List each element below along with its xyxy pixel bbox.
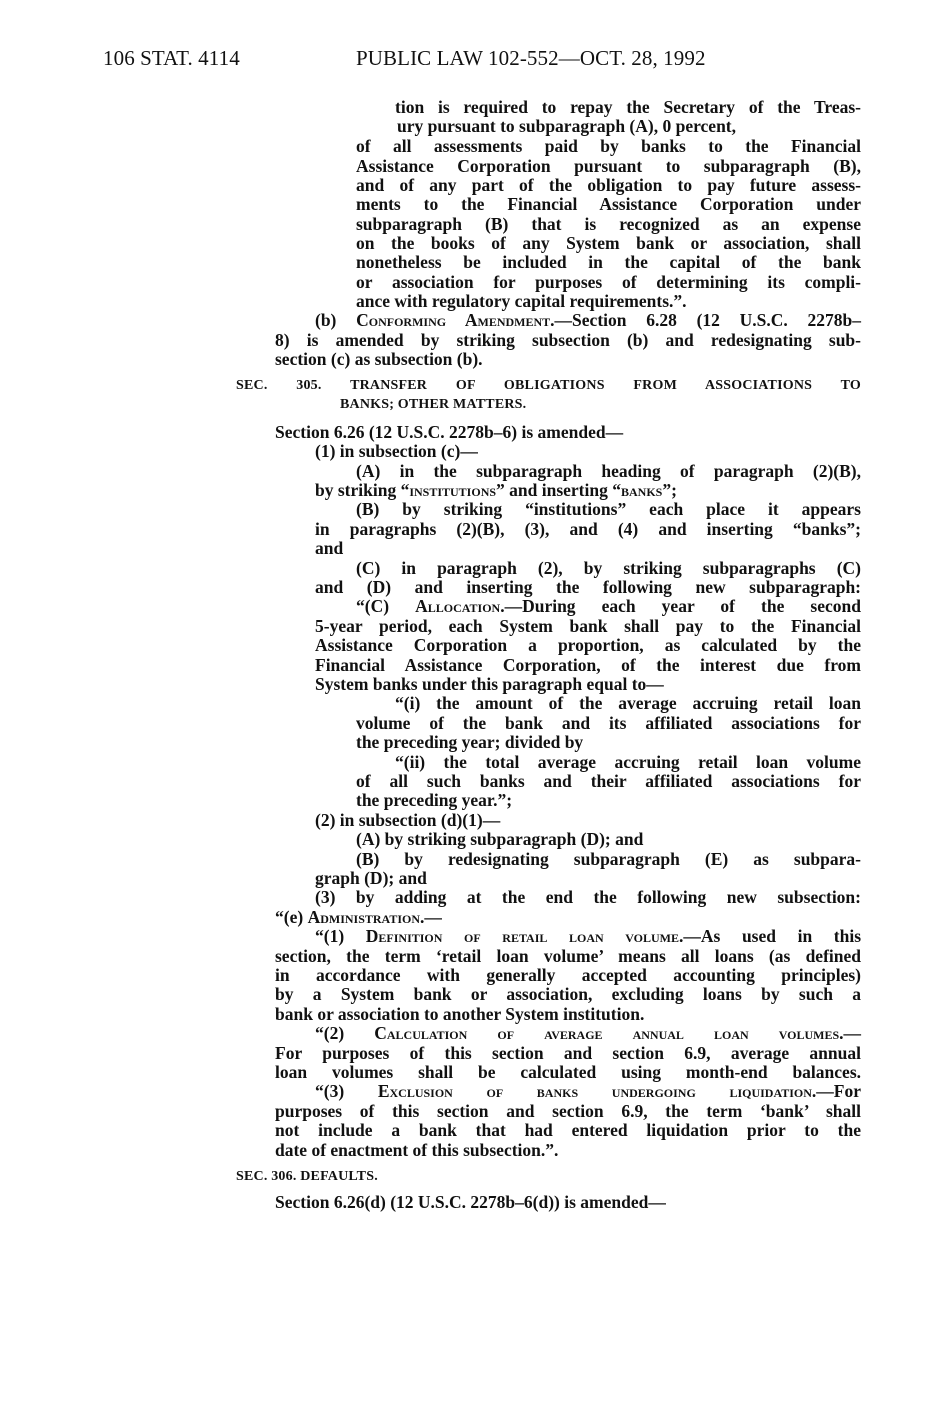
text-line: purposes of this section and section 6.9, the term ‘bank’ shall <box>275 1101 861 1121</box>
text-line: Assistance Corporation pursuant to subparagraph (B), <box>356 156 861 176</box>
text-line: not include a bank that had entered liquidation prior to the <box>275 1120 861 1140</box>
text-line: “(e) Administration.— <box>275 907 442 927</box>
text-line: (A) in the subparagraph heading of paragraph (2)(B), <box>356 461 861 481</box>
section-heading: BANKS; OTHER MATTERS. <box>340 397 527 412</box>
text-line: Assistance Corporation a proportion, as calculated by the <box>315 635 861 655</box>
text-line: or association for purposes of determining its compli- <box>356 272 861 292</box>
text-line: Section 6.26(d) (12 U.S.C. 2278b–6(d)) is amended— <box>275 1192 666 1212</box>
text-line: of all such banks and their affiliated associations for <box>356 771 861 791</box>
section-heading: SEC. 306. DEFAULTS. <box>236 1169 378 1184</box>
text-line: by a System bank or association, excluding loans by such a <box>275 984 861 1004</box>
text-line: (2) in subsection (d)(1)— <box>315 810 501 830</box>
text-line: volume of the bank and its affiliated associations for <box>356 713 861 733</box>
text-line: the preceding year.”; <box>356 790 513 810</box>
text-line: 8) is amended by striking subsection (b) and redesignating sub- <box>275 330 861 350</box>
text-line: ury pursuant to subparagraph (A), 0 percent, <box>397 116 737 136</box>
text-line: section (c) as subsection (b). <box>275 349 483 369</box>
text-line: bank or association to another System institution. <box>275 1004 645 1024</box>
text-line: “(i) the amount of the average accruing retail loan <box>395 693 861 713</box>
text-line: and <box>315 538 344 558</box>
text-line: in paragraphs (2)(B), (3), and (4) and inserting “banks”; <box>315 519 861 539</box>
text-line: “(C) Allocation.—During each year of the second <box>356 596 861 616</box>
text-line: 5-year period, each System bank shall pay to the Financial <box>315 616 861 636</box>
text-line: tion is required to repay the Secretary of the Treas- <box>395 97 861 117</box>
text-line: of all assessments paid by banks to the Financial <box>356 136 861 156</box>
text-line: For purposes of this section and section 6.9, average annual <box>275 1043 861 1063</box>
text-line: “(1) Definition of retail loan volume.—As used in this <box>315 926 862 946</box>
text-line: (1) in subsection (c)— <box>315 441 478 461</box>
text-line: “(ii) the total average accruing retail loan volume <box>395 752 861 772</box>
text-line: ance with regulatory capital requirements.”. <box>356 291 687 311</box>
text-line: (A) by striking subparagraph (D); and <box>356 829 644 849</box>
text-line: (3) by adding at the end the following new subsection: <box>315 887 861 907</box>
text-line: in accordance with generally accepted accounting principles) <box>275 965 861 985</box>
text-line: Financial Assistance Corporation, of the interest due from <box>315 655 861 675</box>
text-line: and (D) and inserting the following new subparagraph: <box>315 577 861 597</box>
text-line: (C) in paragraph (2), by striking subparagraphs (C) <box>356 558 861 578</box>
text-line: Section 6.26 (12 U.S.C. 2278b–6) is amended— <box>275 422 624 442</box>
public-law-header: PUBLIC LAW 102-552—OCT. 28, 1992 <box>356 46 706 70</box>
text-line: subparagraph (B) that is recognized as an expense <box>356 214 861 234</box>
text-line: on the books of any System bank or association, shall <box>356 233 861 253</box>
text-line: “(2) Calculation of average annual loan volumes.— <box>315 1023 862 1043</box>
text-line: and of any part of the obligation to pay future assess- <box>356 175 861 195</box>
text-line: graph (D); and <box>315 868 427 888</box>
statute-page-number: 106 STAT. 4114 <box>103 46 240 70</box>
text-line: (b) Conforming Amendment.—Section 6.28 (12 U.S.C. 2278b– <box>315 310 861 330</box>
text-line: System banks under this paragraph equal to— <box>315 674 664 694</box>
text-line: “(3) Exclusion of banks undergoing liquidation.—For <box>315 1081 861 1101</box>
text-line: nonetheless be included in the capital of the bank <box>356 252 861 272</box>
text-line: (B) by striking “institutions” each place it appears <box>356 499 861 519</box>
text-line: ments to the Financial Assistance Corporation under <box>356 194 861 214</box>
text-line: (B) by redesignating subparagraph (E) as subpara- <box>356 849 861 869</box>
text-line: the preceding year; divided by <box>356 732 584 752</box>
section-heading: SEC. 305. TRANSFER OF OBLIGATIONS FROM ASSOCIATIONS TO <box>236 378 861 393</box>
text-line: by striking “institutions” and inserting “banks”; <box>315 480 677 500</box>
text-line: loan volumes shall be calculated using month-end balances. <box>275 1062 861 1082</box>
text-line: date of enactment of this subsection.”. <box>275 1140 559 1160</box>
text-line: section, the term ‘retail loan volume’ means all loans (as defined <box>275 946 861 966</box>
